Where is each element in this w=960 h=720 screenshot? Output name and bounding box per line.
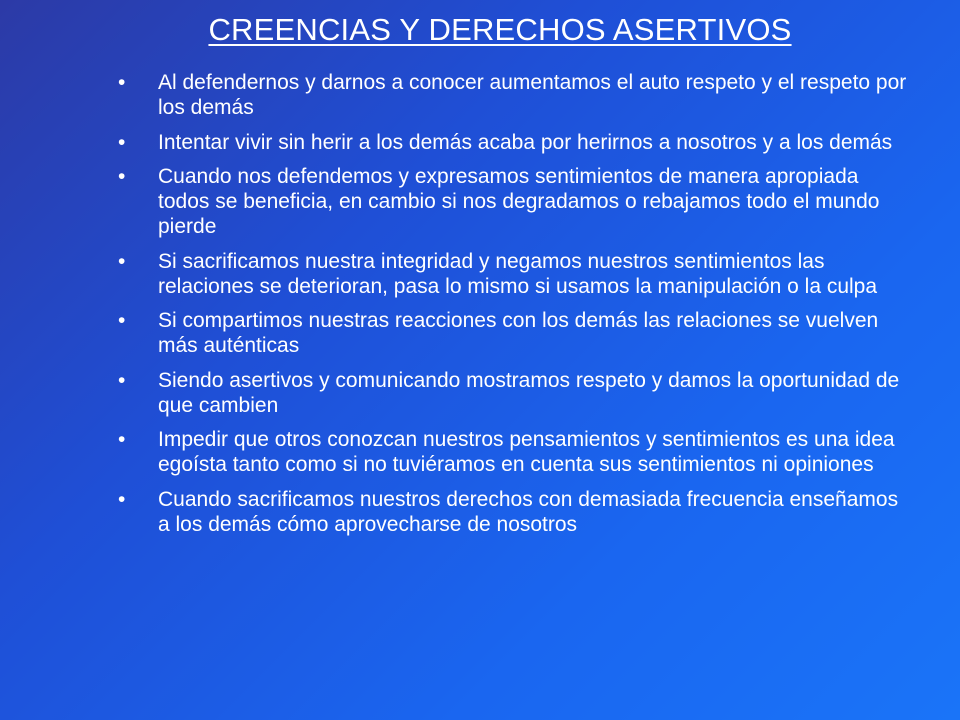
bullet-icon: • <box>118 249 126 273</box>
bullet-icon: • <box>118 428 126 451</box>
bullet-item <box>118 487 908 537</box>
bullet-text: Intentar vivir sin herir a los demás acaba por herirnos a nosotros y a los demás <box>158 130 893 154</box>
bullet-item <box>118 427 908 477</box>
bullet-icon: • <box>118 368 126 392</box>
bullet-text: Si sacrificamos nuestra integridad y negamos nuestros sentimientos las relaciones se deterioran, pasa lo mismo si usamos la manipulación o la culpa <box>158 249 878 298</box>
slide-title: CREENCIAS Y DERECHOS ASERTIVOS <box>208 12 792 47</box>
bullet-icon: • <box>118 309 126 332</box>
bullet-text: Cuando nos defendemos y expresamos sentimientos de manera apropiada todos se beneficia, en cambio si nos degradamos o rebajamos todo el mundo pierde <box>158 165 880 238</box>
bullet-item <box>118 368 908 418</box>
bullet-icon: • <box>118 487 126 511</box>
bullet-item <box>118 130 908 155</box>
bullet-item <box>118 70 908 120</box>
bullet-item <box>118 164 908 239</box>
bullet-list <box>118 70 908 546</box>
bullet-item <box>118 308 908 358</box>
bullet-icon: • <box>118 165 126 188</box>
bullet-icon: • <box>118 130 126 154</box>
bullet-text: Al defendernos y darnos a conocer aumentamos el auto respeto y el respeto por los demás <box>158 71 907 119</box>
bullet-text: Si compartimos nuestras reacciones con los demás las relaciones se vuelven más auténticas <box>158 309 879 357</box>
bullet-text: Siendo asertivos y comunicando mostramos respeto y damos la oportunidad de que cambien <box>158 368 900 417</box>
bullet-text: Cuando sacrificamos nuestros derechos con demasiada frecuencia enseñamos a los demás cómo aprovecharse de nosotros <box>158 487 899 536</box>
bullet-item <box>118 249 908 299</box>
bullet-icon: • <box>118 71 126 94</box>
bullet-text: Impedir que otros conozcan nuestros pensamientos y sentimientos es una idea egoísta tanto como si no tuviéramos en cuenta sus sentimientos ni opiniones <box>158 428 895 476</box>
